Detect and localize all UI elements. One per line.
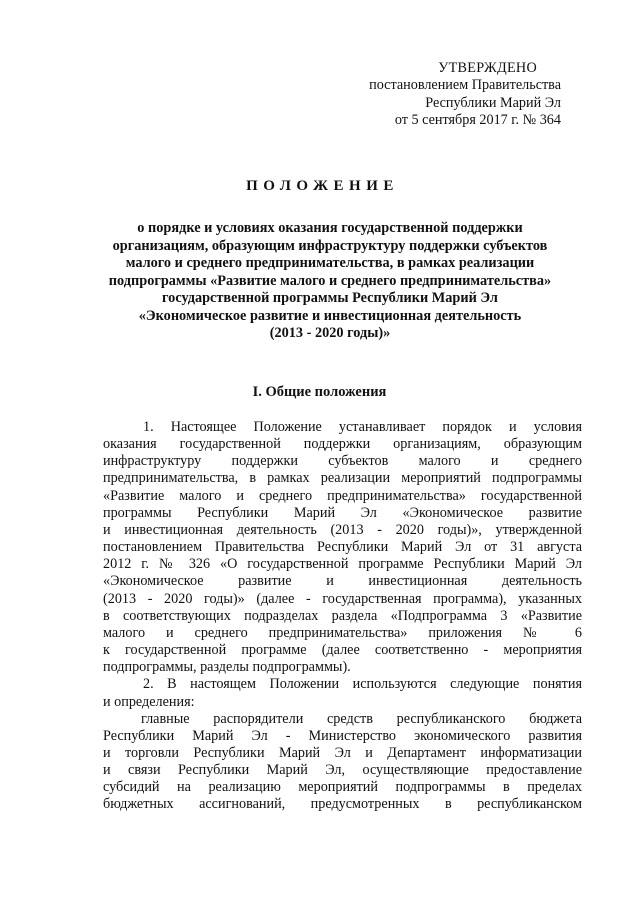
paragraph-line: субсидий на реализацию мероприятий подпрограммы в пределах [103,779,582,796]
approval-line: Республики Марий Эл [425,94,561,111]
paragraph-line: (2013 - 2020 годы)» (далее - государственная программа), указанных [103,590,582,607]
paragraph-line: «Развитие малого и среднего предпринимательства» государственной [103,487,582,504]
document-subtitle [80,220,580,343]
paragraph-line: малого и среднего предпринимательства» приложения № 6 [103,624,582,641]
paragraph-line: и определения: [103,693,195,710]
paragraph-line: и инвестиционная деятельность (2013 - 2020 годы)», утвержденной [103,521,582,538]
body-text [103,419,582,814]
paragraph-line: к государственной программе (далее соответственно - мероприятия [103,642,582,659]
subtitle-line: (2013 - 2020 годы)» [269,325,391,341]
paragraph-line: предпринимательства, в рамках реализации мероприятий подпрограммы [103,470,582,487]
paragraph-line: в соответствующих подразделах раздела «Подпрограмма 3 «Развитие [103,607,582,624]
paragraph-line: бюджетных ассигнований, предусмотренных в республиканском [103,796,582,813]
paragraph-line: 2. В настоящем Положении используются следующие понятия [143,676,582,693]
subtitle-line: государственной программы Республики Марий Эл [162,290,498,306]
paragraph-line: «Экономическое развитие и инвестиционная деятельность [103,573,582,590]
subtitle-line: «Экономическое развитие и инвестиционная деятельность [138,307,522,324]
paragraph-line: оказания государственной поддержки организациям, образующим [103,436,582,453]
paragraph-line: инфраструктуру поддержки субъектов малого и среднего [103,453,582,470]
subtitle-line: организациям, образующим инфраструктуру поддержки субъектов [112,237,548,254]
section-heading: I. Общие положения [252,384,387,400]
subtitle-line: подпрограммы «Развитие малого и среднего предпринимательства» [108,272,552,289]
approval-line: постановлением Правительства [369,77,561,94]
paragraph-line: главные распорядители средств республиканского бюджета [141,710,582,727]
paragraph-line: 2012 г. № 326 «О государственной программе Республики Марий Эл [103,556,582,573]
subtitle-line: малого и среднего предпринимательства, в рамках реализации [125,255,535,271]
paragraph-line: 1. Настоящее Положение устанавливает порядок и условия [143,419,582,435]
paragraph-line: Республики Марий Эл - Министерство экономического развития [103,727,582,744]
approval-stamp [321,60,561,129]
paragraph-line: программы Республики Марий Эл «Экономическое развитие [103,504,582,521]
approval-header: УТВЕРЖДЕНО [438,60,537,76]
paragraph-line: подпрограммы, разделы подпрограммы). [103,659,351,676]
paragraph-line: постановлением Правительства Республики Марий Эл от 31 августа [103,539,582,556]
document-title: ПОЛОЖЕНИЕ [246,178,399,194]
paragraph-line: и торговли Республики Марий Эл и Департамент информатизации [103,744,582,761]
approval-date-line: от 5 сентября 2017 г. № 364 [394,111,561,128]
paragraph-line: и связи Республики Марий Эл, осуществляющие предоставление [103,762,582,779]
subtitle-line: о порядке и условиях оказания государственной поддержки [137,220,523,236]
